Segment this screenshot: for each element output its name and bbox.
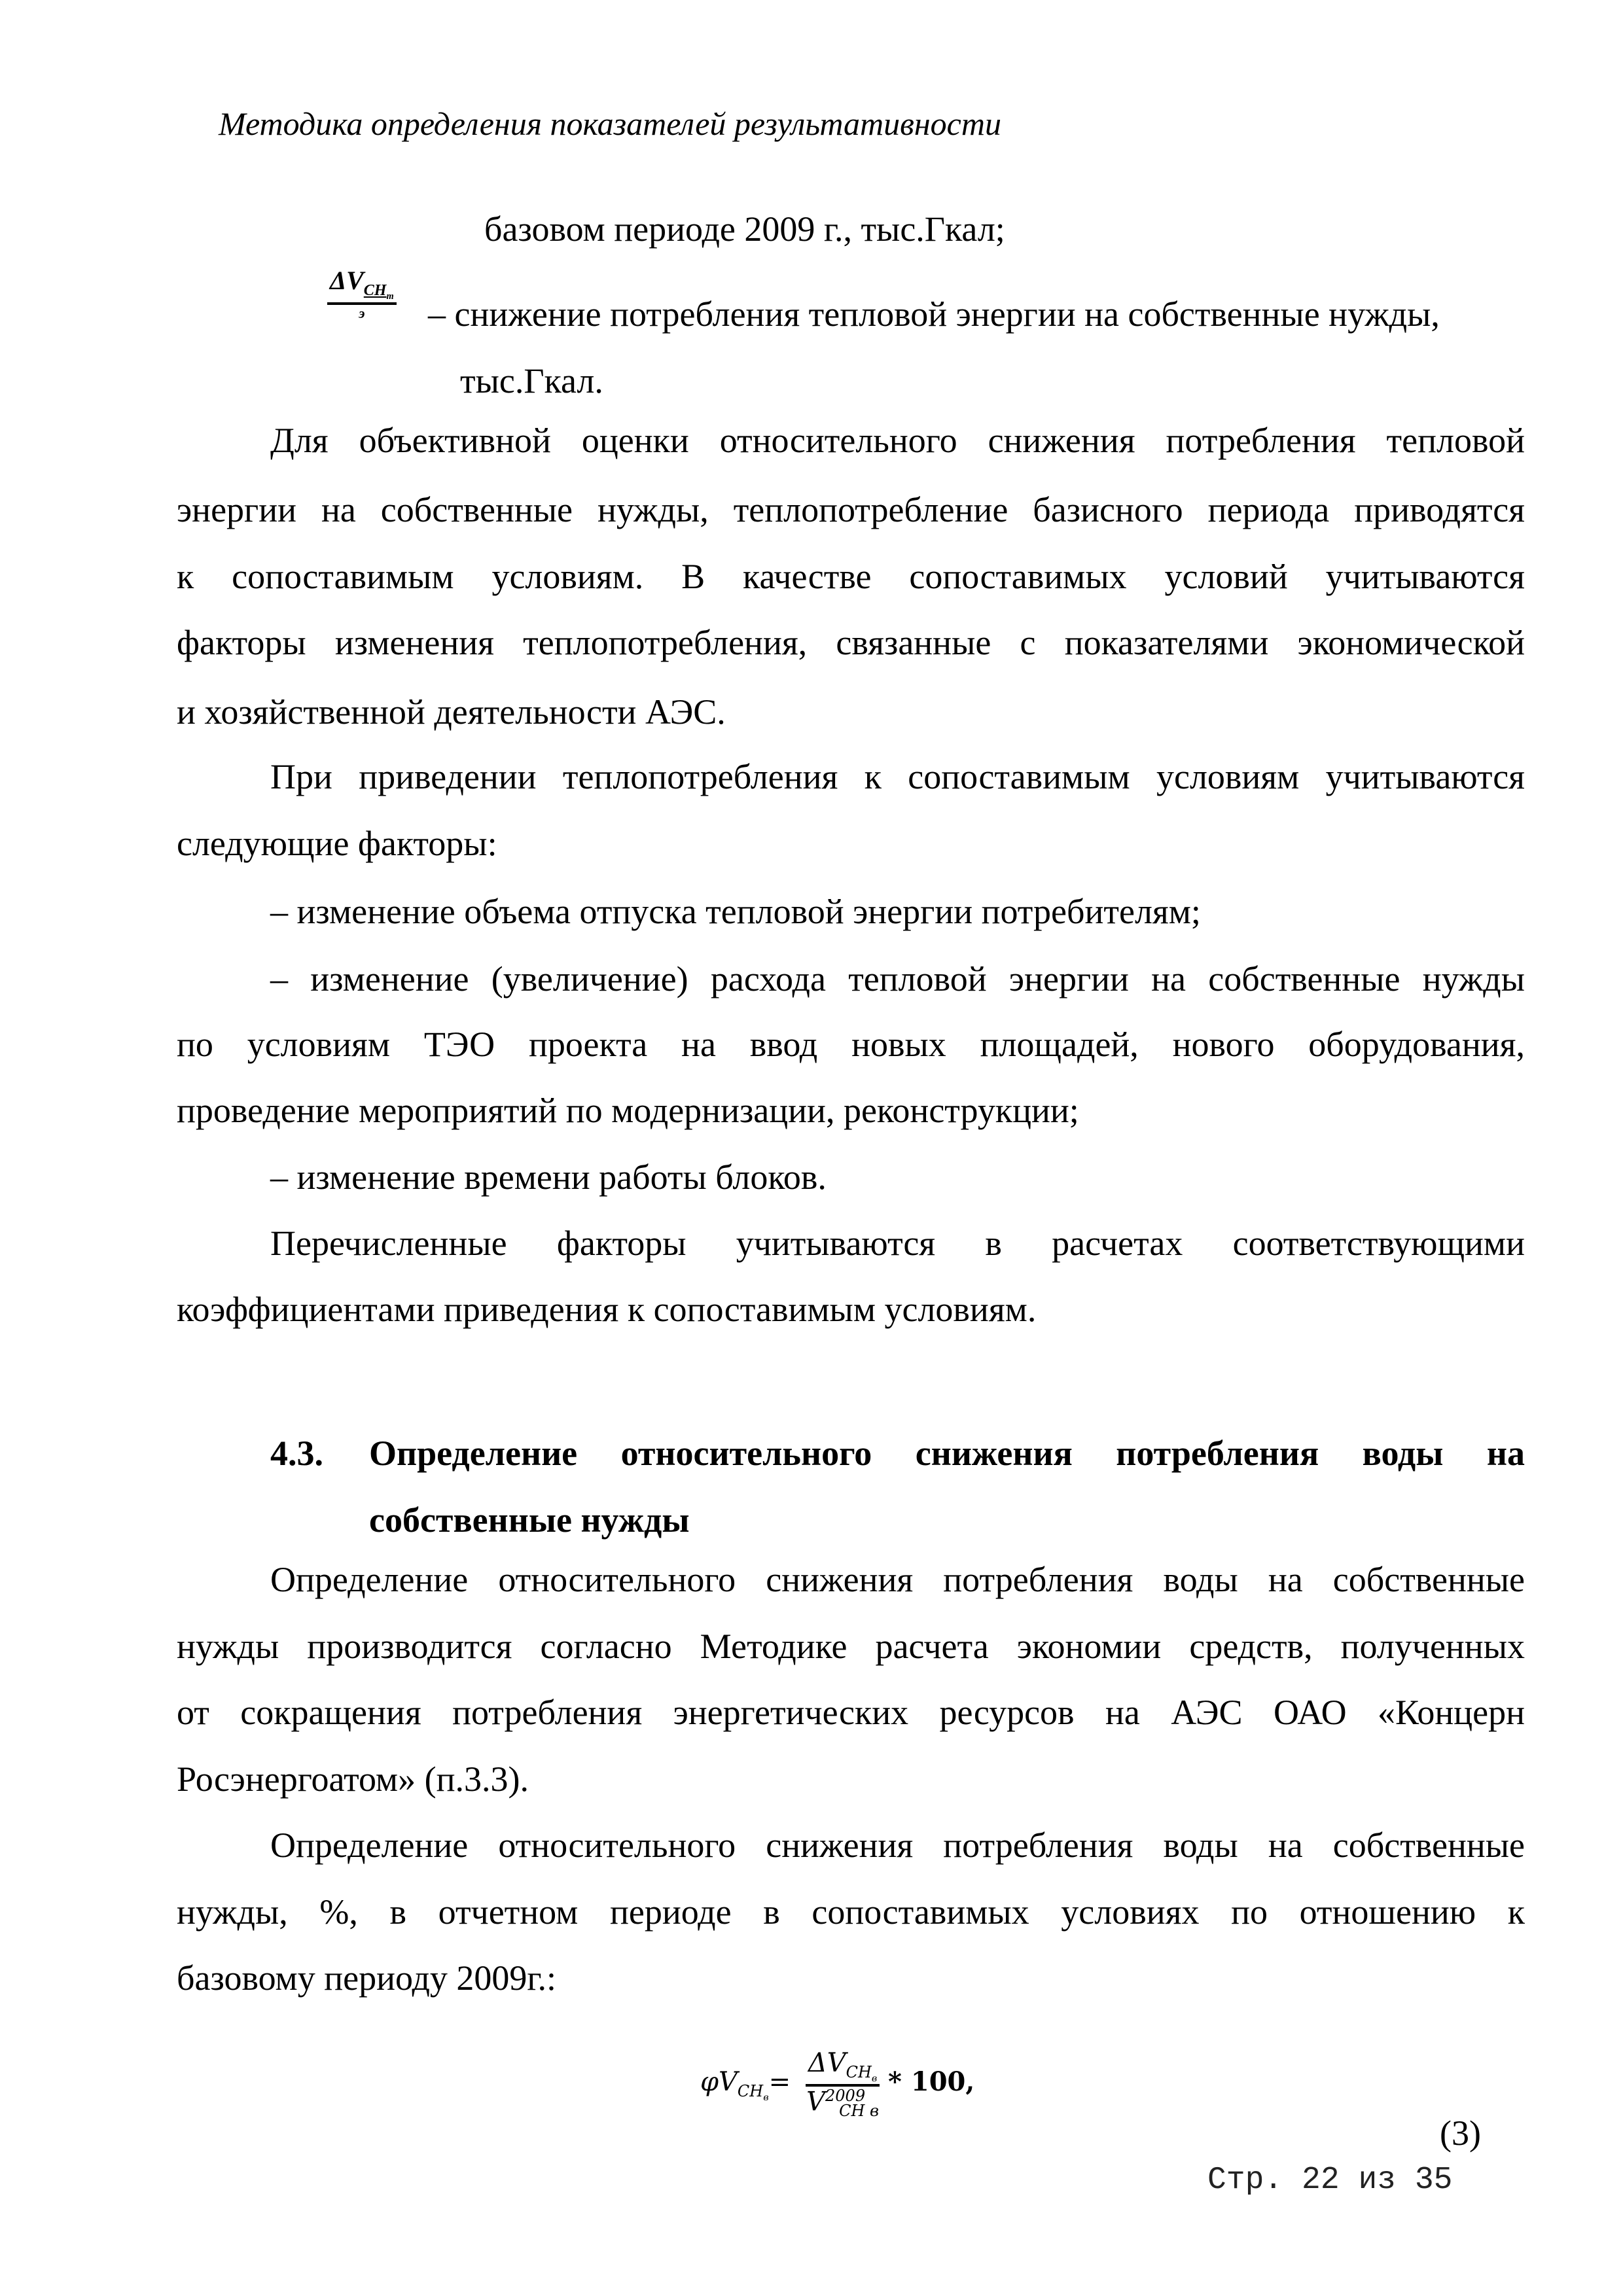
delta-v-symbol: $\frac{\Delta V_{CH_т}}{э}$ — [327, 265, 397, 322]
section-title-line-2: собственные нужды — [369, 1500, 690, 1540]
text-line: При приведении теплопотребления к сопоставимым условиям учитываются — [270, 757, 1525, 796]
formula-number: (3) — [1440, 2113, 1481, 2153]
text-line: факторы изменения теплопотребления, связанные с показателями экономической — [177, 623, 1525, 662]
definition-unit: тыс.Гкал. — [460, 361, 603, 400]
text-line: и хозяйственной деятельности АЭС. — [177, 692, 726, 732]
text-line: энергии на собственные нужды, теплопотребление базисного периода приводятся — [177, 490, 1525, 529]
running-header: Методика определения показателей результативности — [219, 105, 1001, 142]
text-line: – изменение времени работы блоков. — [270, 1157, 827, 1197]
definition-continuation: базовом периоде 2009 г., тыс.Гкал; — [484, 209, 1005, 249]
page-number: Стр. 22 из 35 — [1207, 2163, 1453, 2198]
text-line: Определение относительного снижения потребления воды на собственные — [270, 1560, 1525, 1599]
text-line: – изменение объема отпуска тепловой энергии потребителям; — [270, 892, 1201, 931]
section-number: 4.3. — [270, 1434, 323, 1473]
text-line: от сокращения потребления энергетических ресурсов на АЭС ОАО «Концерн — [177, 1693, 1525, 1732]
text-line: Перечисленные факторы учитываются в расчетах соответствующими — [270, 1224, 1525, 1263]
text-line: Определение относительного снижения потребления воды на собственные — [270, 1826, 1525, 1865]
text-line: коэффициентами приведения к сопоставимым условиям. — [177, 1290, 1037, 1329]
text-line: к сопоставимым условиям. В качестве сопоставимых условий учитываются — [177, 557, 1525, 596]
text-line: Для объективной оценки относительного снижения потребления тепловой — [270, 421, 1525, 460]
text-line: по условиям ТЭО проекта на ввод новых площадей, нового оборудования, — [177, 1025, 1525, 1064]
text-line: – изменение (увеличение) расхода тепловой энергии на собственные нужды — [270, 959, 1525, 998]
text-line: нужды производится согласно Методике расчета экономии средств, полученных — [177, 1627, 1525, 1666]
section-title-line-1: Определение относительного снижения потребления воды на — [369, 1434, 1525, 1473]
text-line: Росэнергоатом» (п.3.3). — [177, 1759, 529, 1799]
definition-text: – снижение потребления тепловой энергии на собственные нужды, — [428, 294, 1440, 334]
formula-3: $\varphi V_{CH_в}=$ $\frac{\Delta V_{CH_в}}{V^{2009}_{CH в}}$ * 100, — [700, 2048, 975, 2121]
text-line: базовому периоду 2009г.: — [177, 1958, 556, 1998]
text-line: проведение мероприятий по модернизации, реконструкции; — [177, 1091, 1079, 1130]
text-line: следующие факторы: — [177, 824, 497, 863]
text-line: нужды, %, в отчетном периоде в сопоставимых условиях по отношению к — [177, 1892, 1525, 1932]
